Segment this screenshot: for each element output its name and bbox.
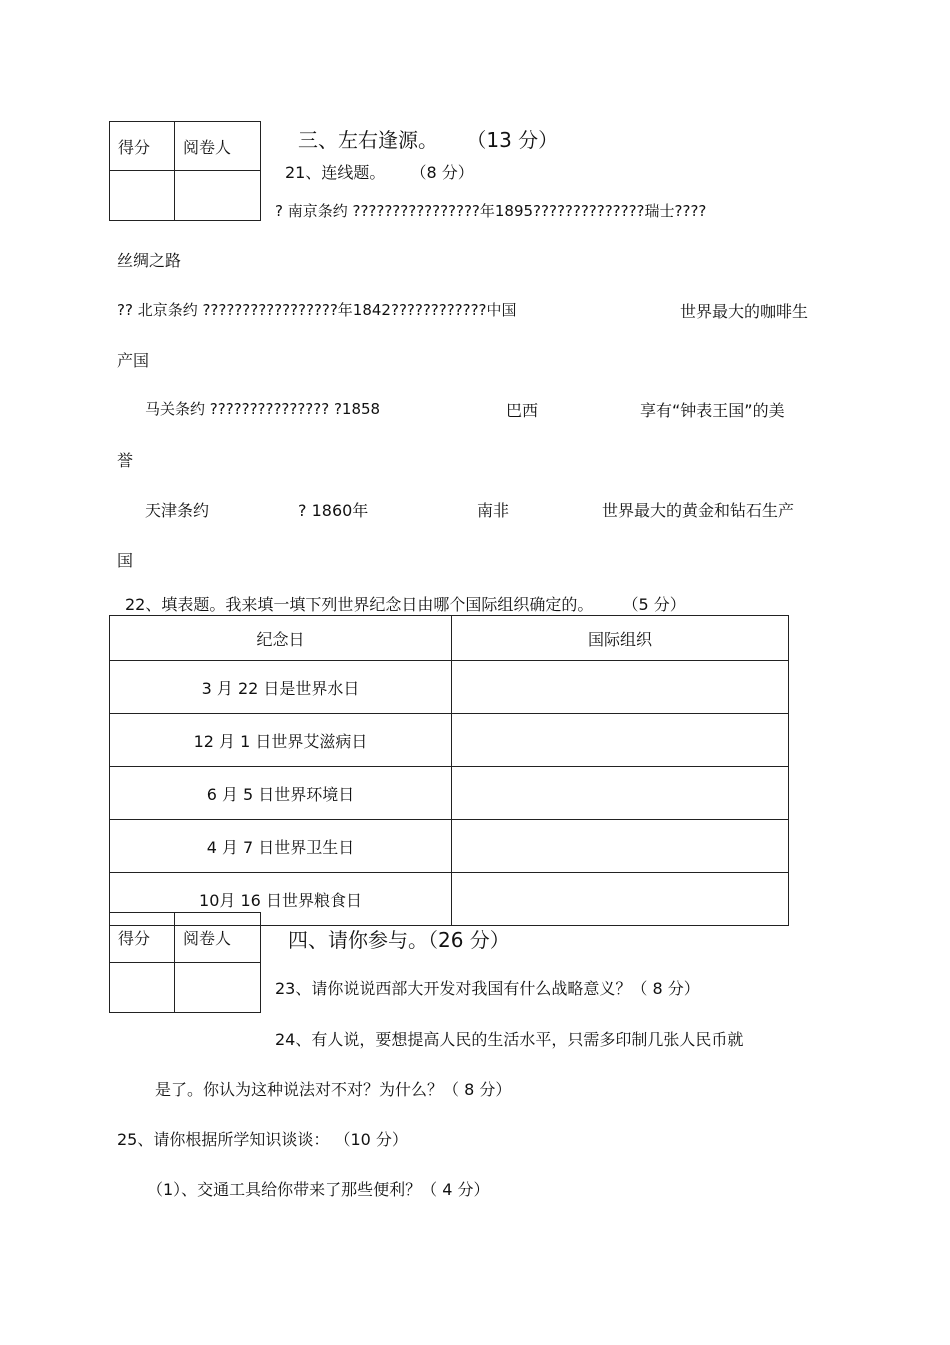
grader-label: 阅卷人 [175,913,261,963]
match-line-2: 丝绸之路 [117,251,182,270]
table-row [110,820,789,873]
match-line-8: 国 [117,551,134,570]
match-line-7-country: 南非 [477,501,510,520]
organization-cell[interactable] [452,873,789,926]
score-cell[interactable] [110,171,175,221]
table-header-row [110,616,789,661]
q21-label: 21、连线题。 [285,163,386,182]
grader-cell[interactable] [175,963,261,1013]
section3-points: （13 分） [466,128,559,152]
grader-cell[interactable] [175,171,261,221]
section3-title-text: 三、左右逢源。 [298,128,438,152]
match-line-5-country: 巴西 [506,401,539,420]
match-line-7: 天津条约 [145,501,210,520]
memorial-day-cell: 10月 16 日世界粮食日 [110,873,452,926]
q21-points: （8 分） [410,163,474,182]
q25-text: 25、请你根据所学知识谈谈： （10 分） [117,1130,408,1149]
header-memorial-day: 纪念日 [110,616,452,661]
q22-label: 22、填表题。我来填一填下列世界纪念日由哪个国际组织确定的。 [125,595,594,614]
match-line-5-desc: 享有“钟表王国”的美 [640,401,785,420]
match-line-1: ? 南京条约 ????????????????年1895??????????????瑞士???? [275,202,707,220]
score-label: 得分 [110,913,175,963]
organization-cell[interactable] [452,661,789,714]
q24-text-line2: 是了。你认为这种说法对不对？为什么？（ 8 分） [155,1080,512,1099]
match-line-4: 产国 [117,351,150,370]
score-label: 得分 [110,122,175,171]
match-line-7-desc: 世界最大的黄金和钻石生产 [602,501,795,520]
memorial-day-cell: 12 月 1 日世界艾滋病日 [110,714,452,767]
match-line-7-year: ? 1860年 [298,501,369,520]
score-cell[interactable] [110,963,175,1013]
organization-cell[interactable] [452,820,789,873]
header-organization: 国际组织 [452,616,789,661]
section3-title [298,124,558,153]
q25-1-text: （1）、交通工具给你带来了那些便利？（ 4 分） [147,1180,490,1199]
memorial-day-table [109,615,789,926]
score-box-1 [109,121,261,221]
score-box-2 [109,912,261,1013]
q23-text: 23、请你说说西部大开发对我国有什么战略意义？（ 8 分） [275,979,700,998]
q22-heading [125,592,686,615]
match-line-5: 马关条约 ??????????????? ?1858 [145,400,381,418]
organization-cell[interactable] [452,767,789,820]
memorial-day-cell: 3 月 22 日是世界水日 [110,661,452,714]
memorial-day-cell: 6 月 5 日世界环境日 [110,767,452,820]
section4-title: 四、请你参与。（26 分） [288,928,510,952]
memorial-day-cell: 4 月 7 日世界卫生日 [110,820,452,873]
q21-heading [285,160,474,183]
table-row [110,767,789,820]
table-row [110,714,789,767]
match-line-3-desc: 世界最大的咖啡生 [680,302,809,321]
grader-label: 阅卷人 [175,122,261,171]
match-line-6: 誉 [117,451,134,470]
q24-text-line1: 24、有人说，要想提高人民的生活水平，只需多印制几张人民币就 [275,1030,744,1049]
table-row [110,661,789,714]
organization-cell[interactable] [452,714,789,767]
q22-points: （5 分） [622,595,686,614]
match-line-3: ?? 北京条约 ?????????????????年1842????????????中国 [117,301,517,319]
